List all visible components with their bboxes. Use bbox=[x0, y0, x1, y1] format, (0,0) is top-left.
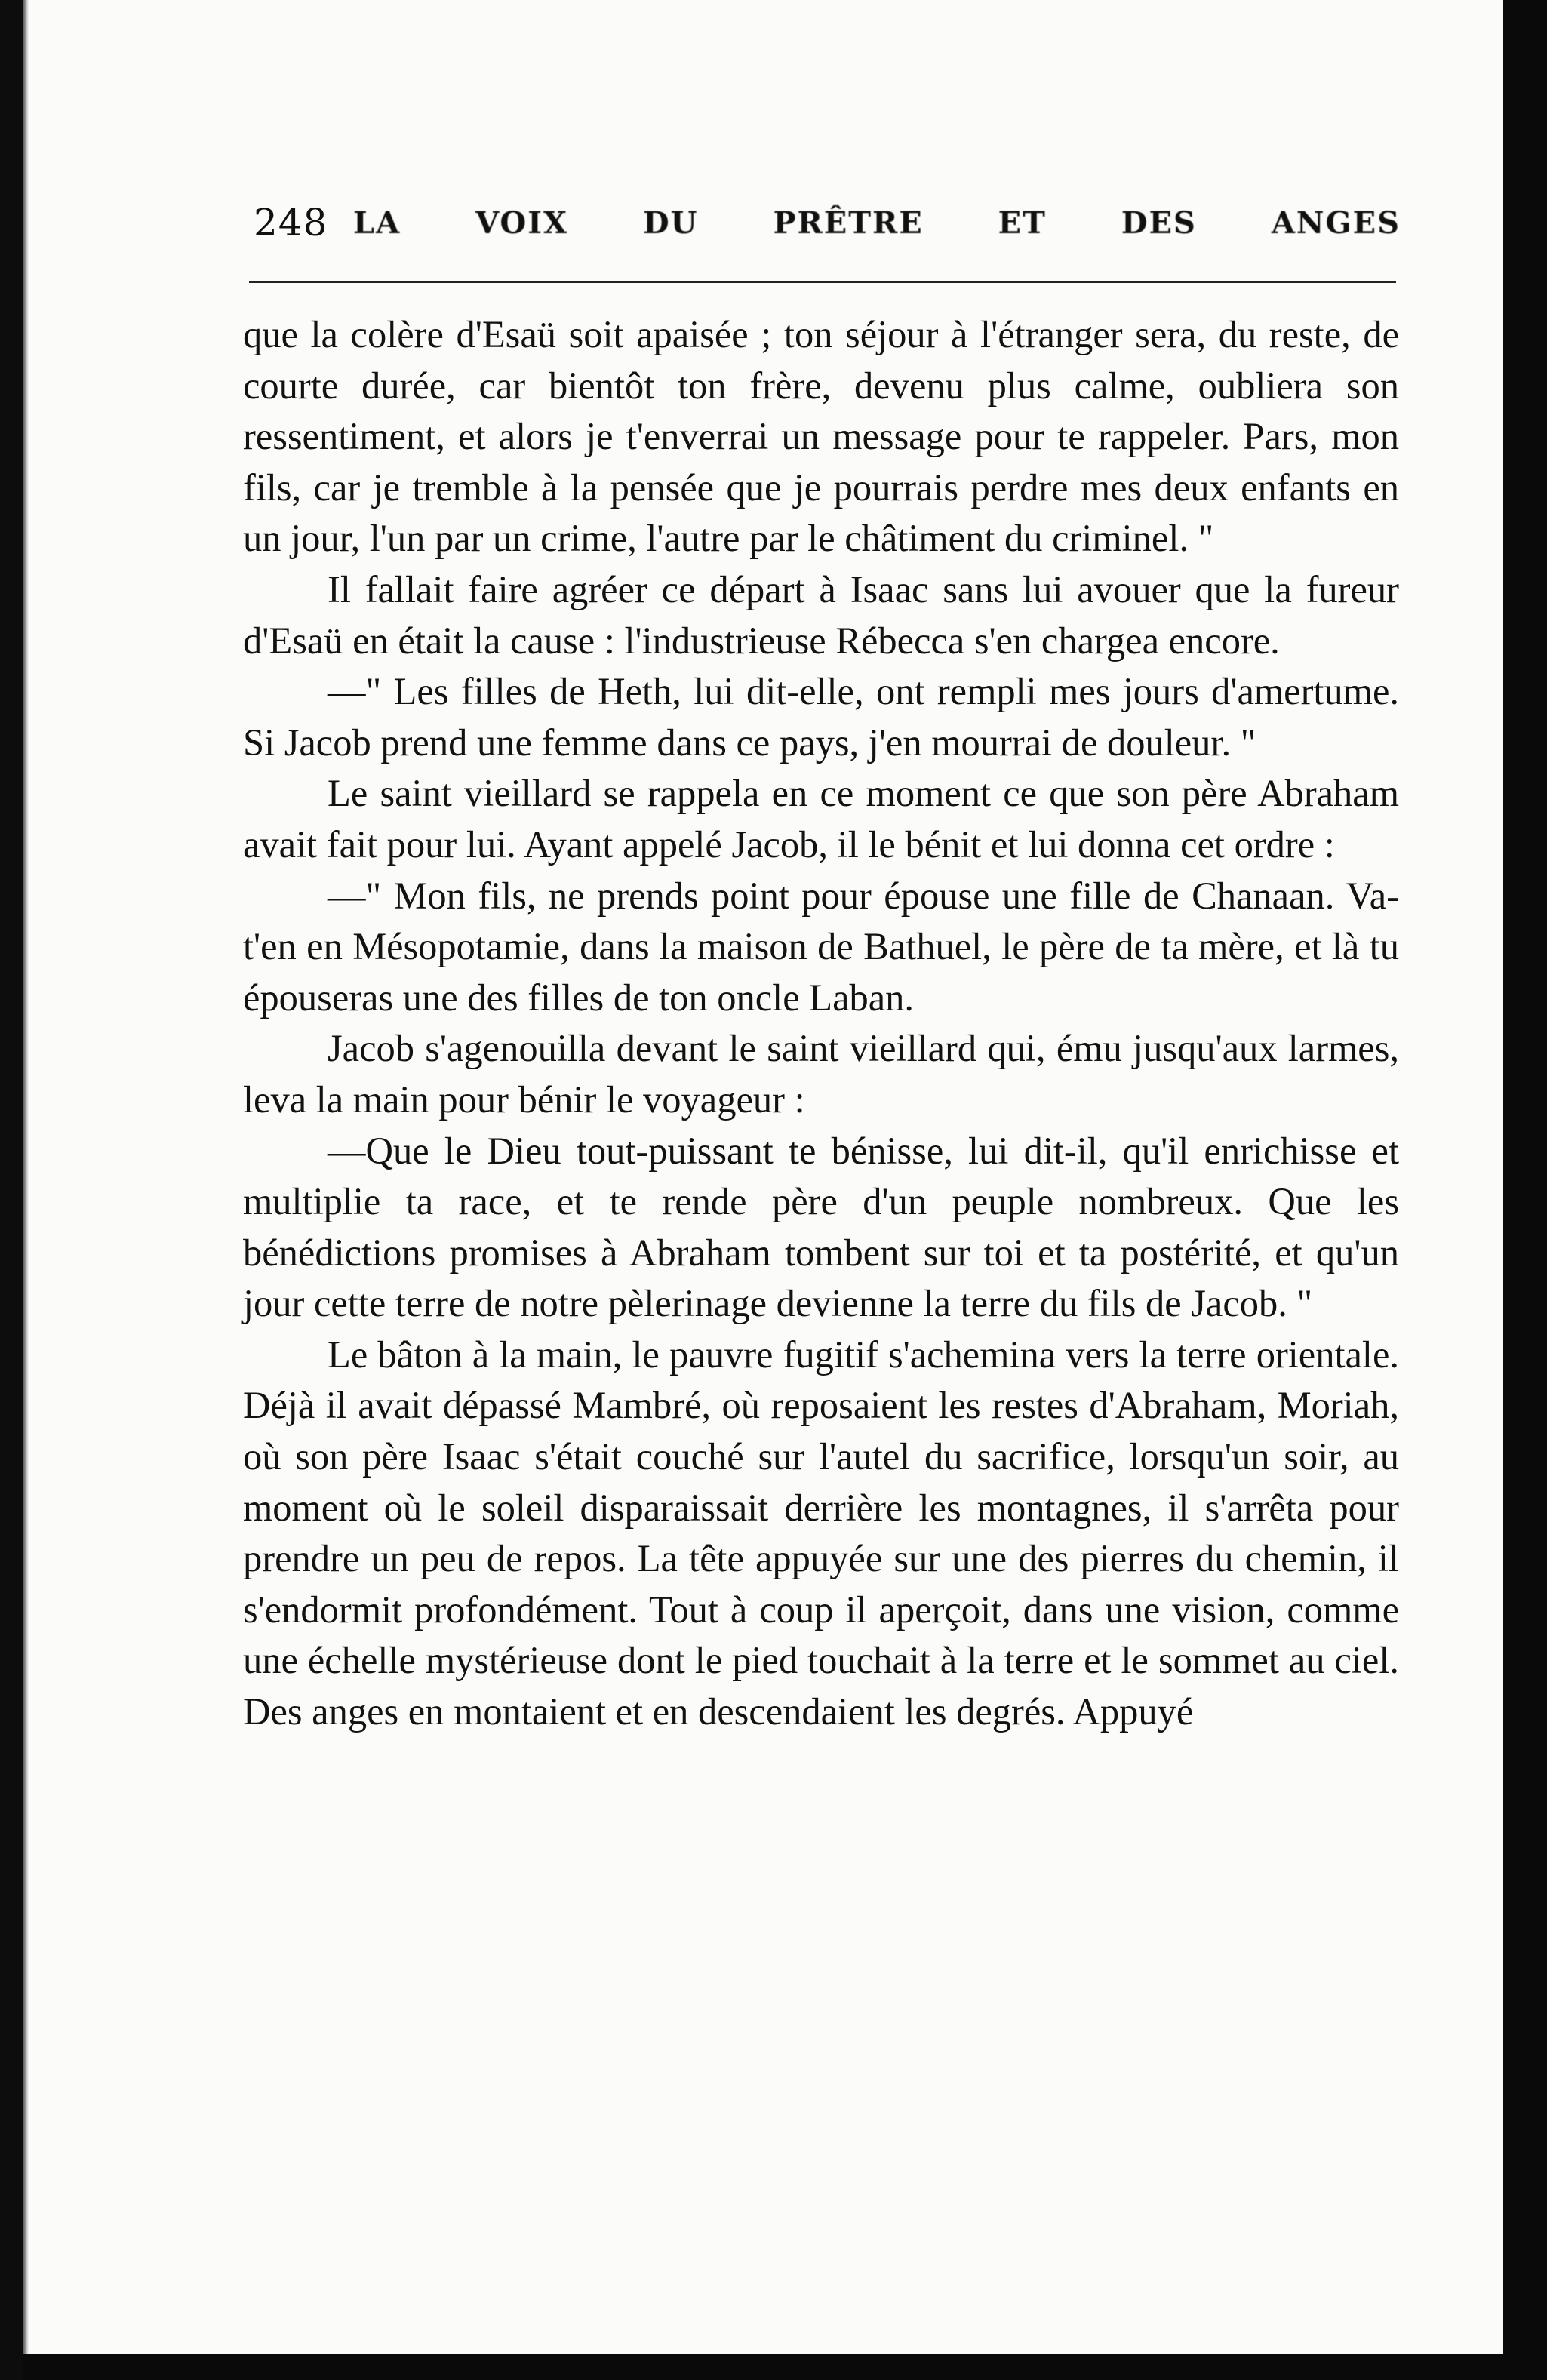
paragraph: Le saint vieillard se rappela en ce moment ce que son père Abraham avait fait pour lui. Ayant appelé Jacob, il le bénit et lui donna cet ordre : bbox=[243, 772, 1399, 866]
paragraph: Jacob s'agenouilla devant le saint vieillard qui, ému jusqu'aux larmes, leva la main pour bénir le voyageur : bbox=[243, 1027, 1399, 1121]
paragraph: —Que le Dieu tout-puissant te bénisse, lui dit-il, qu'il enrichisse et multiplie ta race, et te rende père d'un peuple nombreux. Que les bénédictions promises à Abraham tombent sur toi et ta postérité, et qu'un jour cette terre de notre pèlerinage devienne la terre du fils de Jacob. " bbox=[243, 1129, 1399, 1325]
body-text bbox=[243, 309, 1399, 1738]
paragraph: Le bâton à la main, le pauvre fugitif s'achemina vers la terre orientale. Déjà il avait dépassé Mambré, où reposaient les restes d'Abraham, Moriah, où son père Isaac s'était couché sur l'autel du sacrifice, lorsqu'un soir, au moment où le soleil disparaissait derrière les montagnes, il s'arrêta pour prendre un peu de repos. La tête appuyée sur une des pierres du chemin, il s'endormit profondément. Tout à coup il aperçoit, dans une vision, comme une échelle mystérieuse dont le pied touchait à la terre et le sommet au ciel. Des anges en montaient et en descendaient les degrés. Appuyé bbox=[243, 1333, 1399, 1733]
scan-border-right bbox=[1503, 0, 1547, 2380]
paragraph: que la colère d'Esaü soit apaisée ; ton séjour à l'étranger sera, du reste, de courte durée, car bientôt ton frère, devenu plus calme, oubliera son ressentiment, et alors je t'enverrai un message pour te rappeler. Pars, mon fils, car je tremble à la pensée que je pourrais perdre mes deux enfants en un jour, l'un par un crime, l'autre par le châtiment du criminel. " bbox=[243, 313, 1399, 560]
paragraph: Il fallait faire agréer ce départ à Isaac sans lui avouer que la fureur d'Esaü en était la cause : l'industrieuse Rébecca s'en chargea encore. bbox=[243, 567, 1399, 662]
running-title: LA VOIX DU PRÊTRE ET DES ANGES bbox=[353, 205, 1401, 238]
page-header bbox=[254, 198, 1401, 251]
scan-border-bottom bbox=[23, 2354, 1503, 2380]
scan-border-left bbox=[0, 0, 23, 2380]
paragraph: —" Mon fils, ne prends point pour épouse une fille de Chanaan. Va-t'en en Mésopotamie, dans la maison de Bathuel, le père de ta mère, et là tu épouseras une des filles de ton oncle Laban. bbox=[243, 874, 1399, 1019]
paragraph: —" Les filles de Heth, lui dit-elle, ont rempli mes jours d'amertume. Si Jacob prend une femme dans ce pays, j'en mourrai de douleur. " bbox=[243, 670, 1399, 764]
header-rule bbox=[249, 281, 1396, 283]
page-number: 248 bbox=[254, 201, 328, 244]
